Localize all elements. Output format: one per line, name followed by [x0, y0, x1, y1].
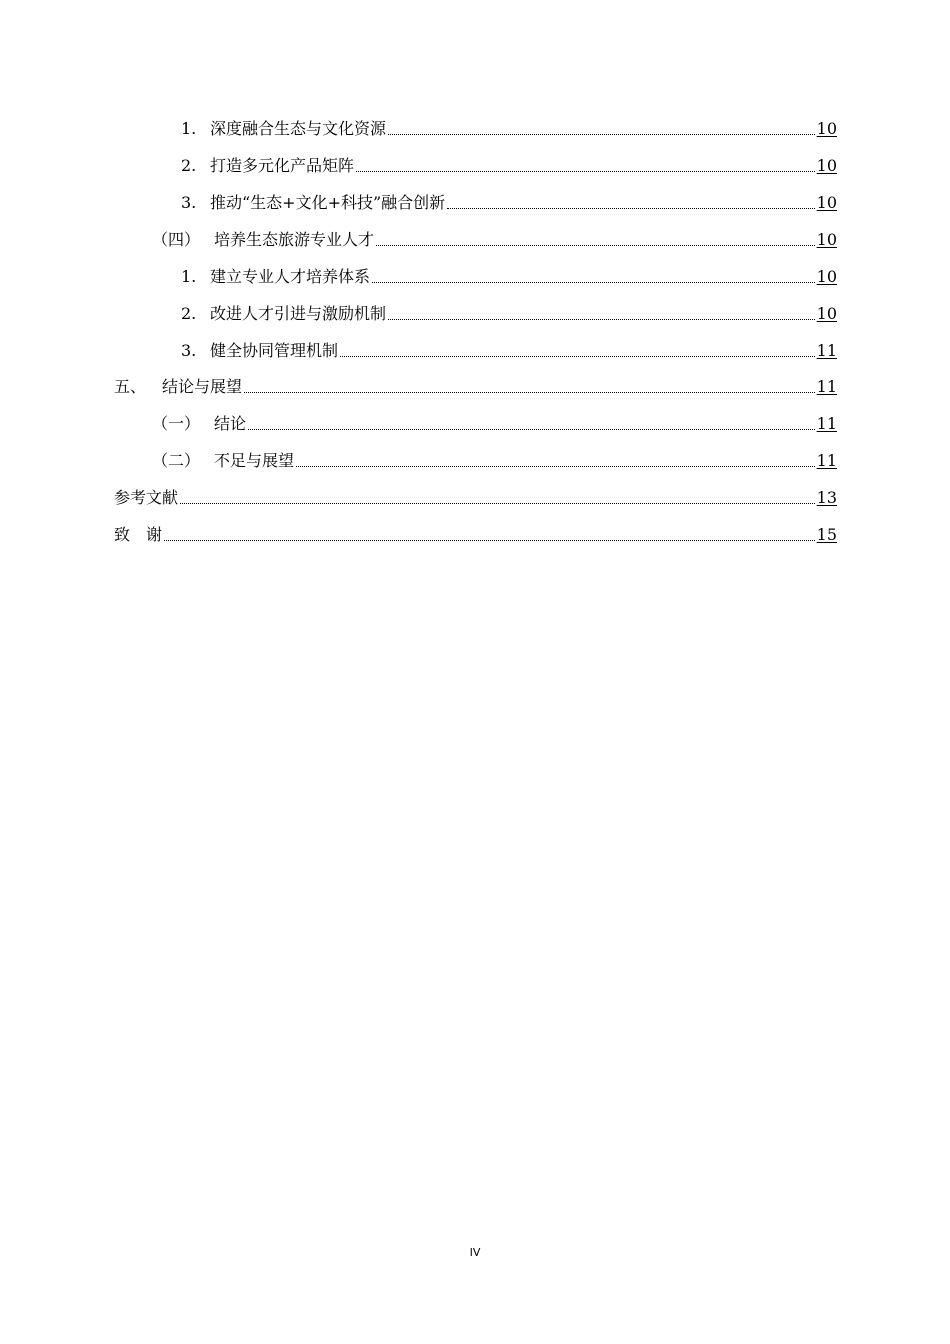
toc-entry-title: 深度融合生态与文化资源 — [210, 119, 387, 138]
toc-entry[interactable] — [0, 484, 837, 508]
toc-entry-page: 11 — [816, 451, 837, 470]
dot-leader — [447, 208, 814, 209]
toc-entry-number: 五、 — [114, 377, 147, 396]
toc-entry-page: 10 — [816, 119, 837, 138]
toc-entry-page: 11 — [816, 414, 837, 433]
toc-entry-title: 结论 — [214, 414, 247, 433]
toc-entry[interactable] — [0, 115, 837, 139]
toc-entry-page: 10 — [816, 193, 837, 212]
dot-leader — [376, 245, 815, 246]
toc-entry-title: 培养生态旅游专业人才 — [214, 230, 375, 249]
dot-leader — [356, 171, 815, 172]
dot-leader — [164, 540, 815, 541]
toc-entry[interactable] — [0, 373, 837, 397]
toc-entry-number: 3. — [181, 341, 197, 360]
dot-leader — [248, 429, 815, 430]
toc-entry-page: 11 — [816, 341, 837, 360]
toc-entry-title: 致 谢 — [114, 525, 163, 544]
toc-entry-title: 参考文献 — [114, 488, 179, 507]
toc-entry[interactable] — [0, 300, 837, 324]
toc-entry[interactable] — [0, 447, 837, 471]
toc-entry-number: 2. — [181, 156, 197, 175]
toc-entry-number: 1. — [181, 119, 197, 138]
dot-leader — [296, 466, 815, 467]
toc-entry-title: 结论与展望 — [162, 377, 243, 396]
toc-entry-number: （一） — [152, 414, 201, 433]
page-number: IV — [469, 1246, 481, 1259]
dot-leader — [180, 503, 815, 504]
toc-entry-title: 改进人才引进与激励机制 — [210, 304, 387, 323]
toc-entry-title: 不足与展望 — [214, 451, 295, 470]
dot-leader — [372, 282, 815, 283]
toc-entry-number: 2. — [181, 304, 197, 323]
toc-entry[interactable] — [0, 337, 837, 361]
toc-entry-title: 打造多元化产品矩阵 — [210, 156, 355, 175]
toc-entry-number: （二） — [152, 451, 201, 470]
toc-entry-page: 11 — [816, 377, 837, 396]
toc-entry-title: 健全协同管理机制 — [210, 341, 339, 360]
dot-leader — [388, 134, 815, 135]
toc-entry-title: 推动“生态+文化+科技”融合创新 — [210, 193, 446, 212]
toc-entry-page: 10 — [816, 230, 837, 249]
toc-entry[interactable] — [0, 152, 837, 176]
toc-entry-page: 13 — [816, 488, 837, 507]
toc-entry[interactable] — [0, 263, 837, 287]
toc-entry-page: 15 — [816, 525, 837, 544]
dot-leader — [340, 356, 815, 357]
toc-entry-number: 3. — [181, 193, 197, 212]
toc-entry[interactable] — [0, 521, 837, 545]
toc-entry-number: 1. — [181, 267, 197, 286]
toc-entry-title: 建立专业人才培养体系 — [210, 267, 371, 286]
toc-entry[interactable] — [0, 189, 837, 213]
toc-entry-number: （四） — [152, 230, 201, 249]
dot-leader — [244, 392, 815, 393]
toc-entry[interactable] — [0, 226, 837, 250]
toc-entry-page: 10 — [816, 304, 837, 323]
dot-leader — [388, 319, 815, 320]
toc-entry[interactable] — [0, 410, 837, 434]
toc-entry-page: 10 — [816, 156, 837, 175]
toc-entry-page: 10 — [816, 267, 837, 286]
